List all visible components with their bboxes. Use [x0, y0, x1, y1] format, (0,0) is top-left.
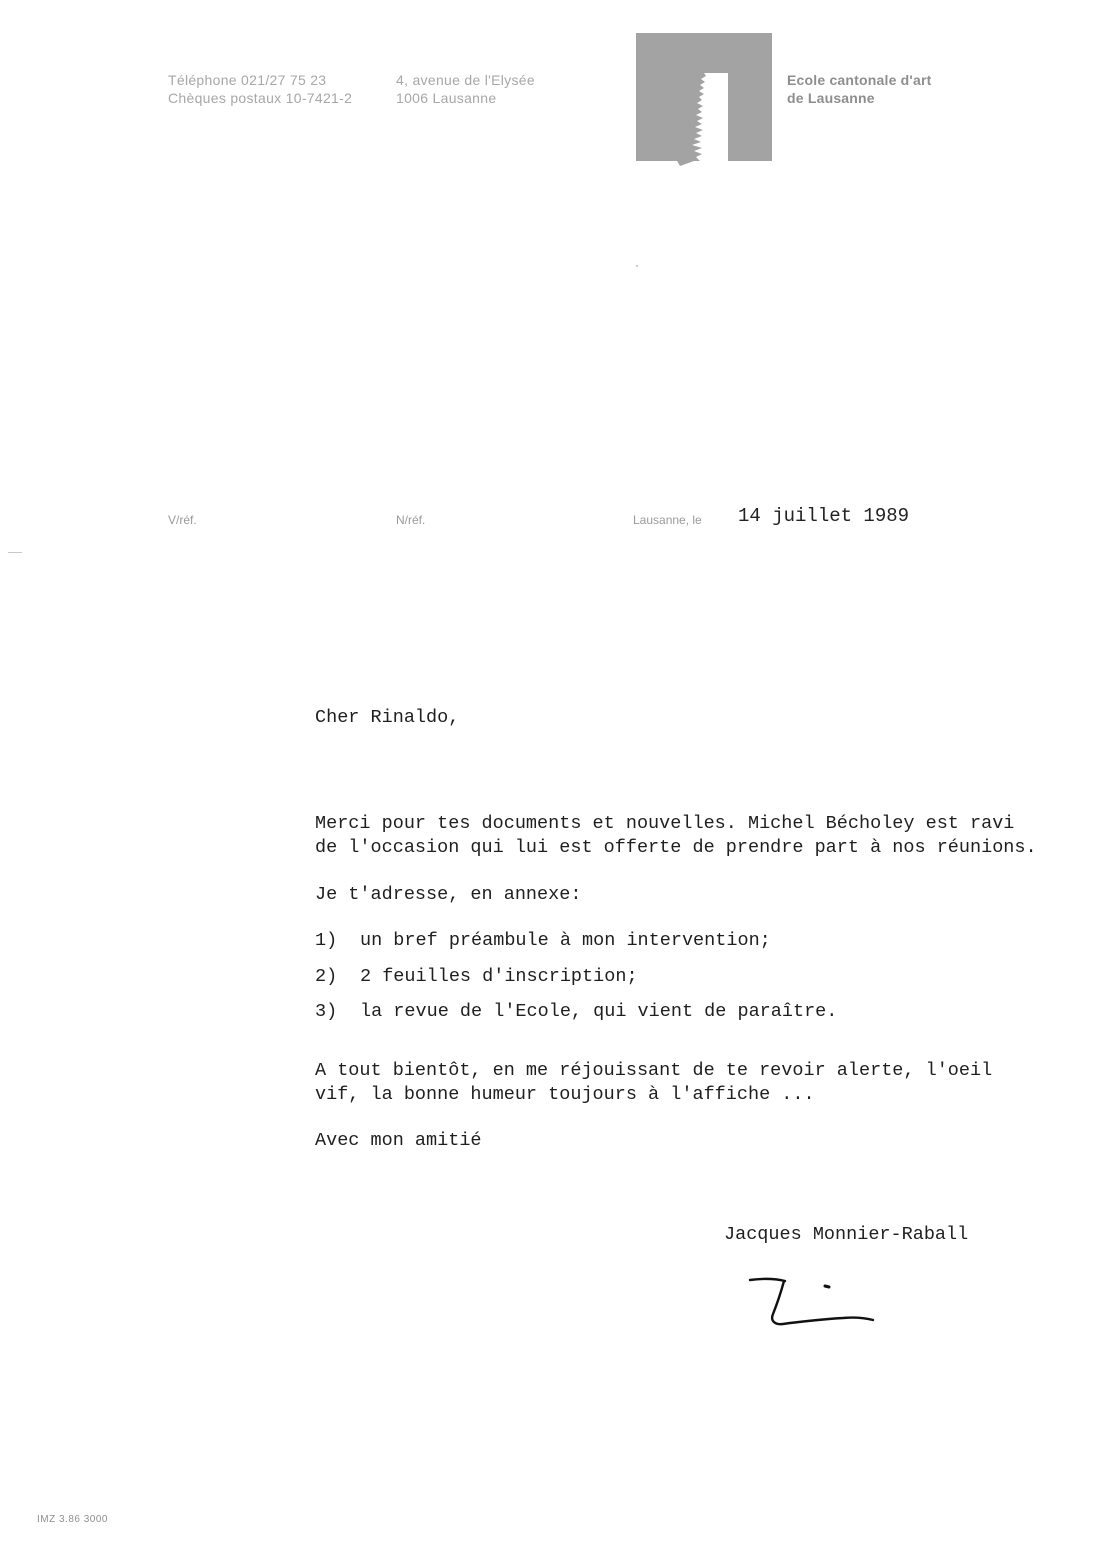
handwritten-signature: [745, 1272, 880, 1332]
salutation: Cher Rinaldo,: [315, 707, 460, 728]
enclosure-item-number: 2): [315, 966, 338, 987]
letterhead-contact: [168, 71, 352, 107]
paragraph-line: vif, la bonne humeur toujours à l'affiche ...: [315, 1084, 815, 1105]
letterhead-city: 1006 Lausanne: [396, 90, 497, 106]
school-name-line2: de Lausanne: [787, 90, 875, 106]
place-label: Lausanne, le: [633, 513, 702, 527]
enclosure-item-text: un bref préambule à mon intervention;: [360, 930, 771, 951]
our-reference-label: N/réf.: [396, 513, 426, 527]
fold-mark: [8, 552, 22, 553]
enclosure-item: [315, 1000, 837, 1024]
print-code: IMZ 3.86 3000: [37, 1514, 108, 1525]
letterhead-school-name: [787, 71, 931, 107]
letterhead-phone: Téléphone 021/27 75 23: [168, 72, 327, 88]
school-logo-icon: [636, 33, 772, 166]
school-name-line1: Ecole cantonale d'art: [787, 72, 932, 88]
your-reference-label: V/réf.: [168, 513, 197, 527]
enclosure-item-number: 3): [315, 1001, 338, 1022]
enclosure-item-text: 2 feuilles d'inscription;: [360, 966, 638, 987]
closing-phrase: Avec mon amitié: [315, 1130, 482, 1151]
letter-date: 14 juillet 1989: [738, 505, 910, 527]
enclosure-item-number: 1): [315, 930, 338, 951]
letterhead-street: 4, avenue de l'Elysée: [396, 72, 535, 88]
enclosure-item: [315, 929, 771, 953]
letterhead-postal-account: Chèques postaux 10-7421-2: [168, 90, 353, 106]
sender-name: Jacques Monnier-Raball: [724, 1224, 969, 1245]
paragraph-thanks: [315, 812, 1037, 860]
paragraph-line: A tout bientôt, en me réjouissant de te revoir alerte, l'oeil: [315, 1060, 993, 1081]
enclosure-intro: Je t'adresse, en annexe:: [315, 884, 582, 905]
speck: [636, 265, 638, 267]
letterhead-address: [396, 71, 535, 107]
paragraph-line: Merci pour tes documents et nouvelles. Michel Bécholey est ravi: [315, 813, 1015, 834]
enclosure-item: [315, 965, 638, 989]
paragraph-line: de l'occasion qui lui est offerte de prendre part à nos réunions.: [315, 837, 1037, 858]
enclosure-item-text: la revue de l'Ecole, qui vient de paraître.: [360, 1001, 838, 1022]
paragraph-farewell: [315, 1059, 992, 1107]
